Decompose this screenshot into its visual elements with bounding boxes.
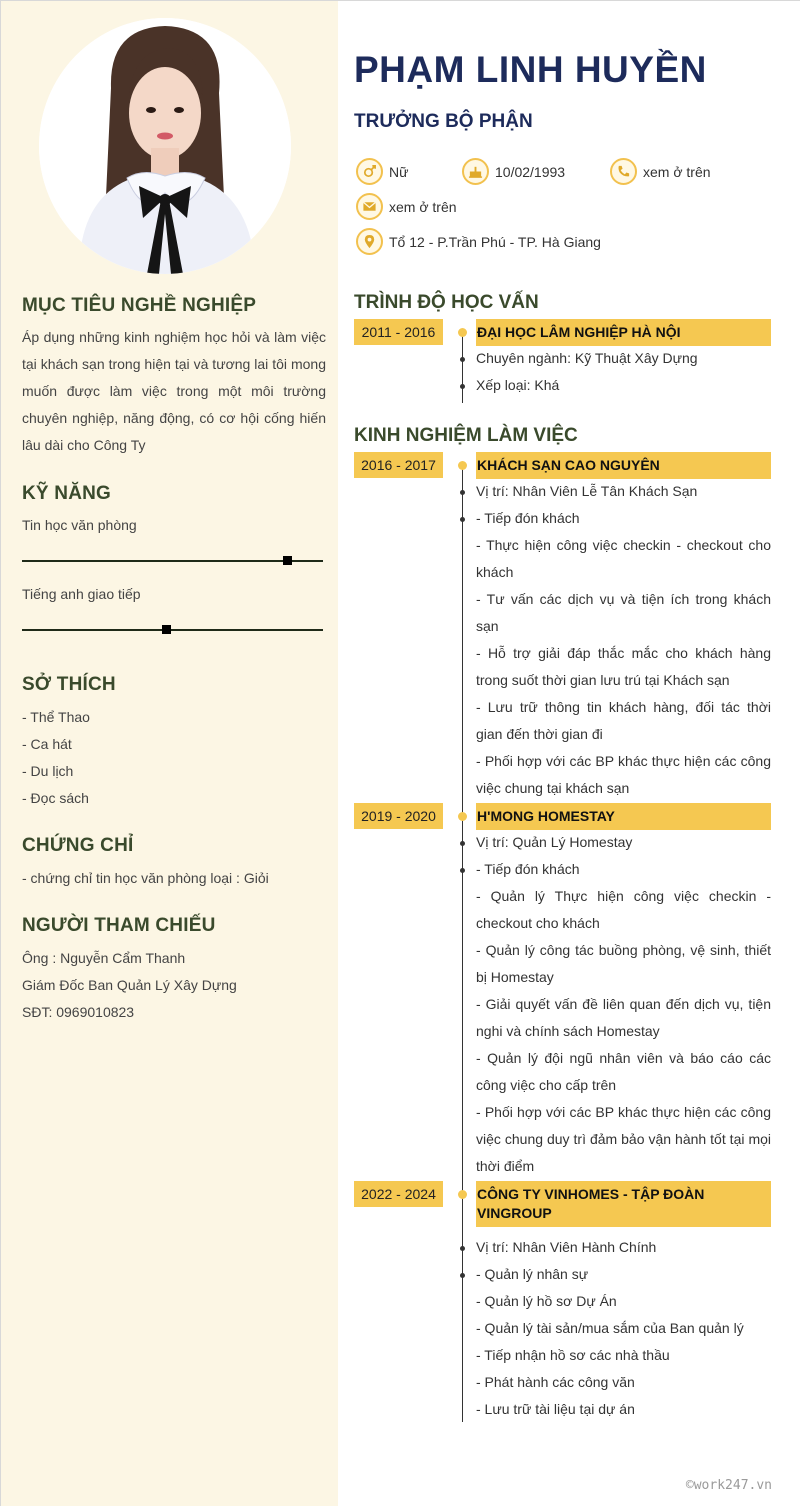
birthday-info [462,158,565,185]
skill-level-bar [22,629,323,631]
phone-icon [610,158,637,185]
job-detail: - Hỗ trợ giải đáp thắc mắc cho khách hàng trong suốt thời gian lưu trú tại Khách sạn [476,645,771,688]
education-detail: Xếp loại: Khá [476,377,560,393]
email-info [356,193,457,220]
education-period: 2011 - 2016 [354,319,443,345]
education-detail: Chuyên ngành: Kỹ Thuật Xây Dựng [476,350,698,366]
job-detail: - Tiếp đón khách [476,861,580,877]
address-value: Tổ 12 - P.Trần Phú - TP. Hà Giang [389,233,601,250]
job-company: CÔNG TY VINHOMES - TẬP ĐOÀN VINGROUP [476,1181,771,1227]
timeline-marker [458,328,467,337]
education-timeline-line [462,331,463,403]
job-detail: - Phối hợp với các BP khác thực hiện các công việc chung tại khách sạn [476,753,771,796]
job-detail: - Phát hành các công văn [476,1374,635,1390]
timeline-bullet [460,1246,465,1251]
skill-level-knob [162,625,171,634]
job-detail: - Phối hợp với các BP khác thực hiện các công việc chung duy trì đảm bảo vận hành tốt tại mọi thời điểm [476,1104,771,1174]
objective-text: Áp dụng những kinh nghiệm học hỏi và làm việc tại khách sạn trong hiện tại và tương lai tôi mong muốn được làm việc trong một môi trường chuyên nghiệp, năng động, có cơ hội cống hiến lâu dài cho Công Ty [22,329,326,453]
job-detail: - Giải quyết vấn đề liên quan đến dịch vụ, tiện nghi và chính sách Homestay [476,996,771,1039]
reference-line: Giám Đốc Ban Quản Lý Xây Dựng [22,977,237,993]
job-detail: - Quản lý tài sản/mua sắm của Ban quản lý [476,1320,744,1336]
job-detail: Vị trí: Nhân Viên Lễ Tân Khách Sạn [476,483,698,499]
skill-name: Tin học văn phòng [22,517,137,533]
job-company: KHÁCH SẠN CAO NGUYÊN [476,452,771,479]
candidate-role: TRƯỞNG BỘ PHẬN [354,111,533,132]
skill-level-knob [283,556,292,565]
job-detail: - Tiếp nhận hồ sơ các nhà thầu [476,1347,670,1363]
phone-info [610,158,711,185]
certificate-item: - chứng chỉ tin học văn phòng loại : Giỏi [22,870,269,886]
hobby-item: - Ca hát [22,736,72,752]
hobby-item: - Thể Thao [22,709,90,725]
job-detail: Vị trí: Nhân Viên Hành Chính [476,1239,657,1255]
certificates-title: CHỨNG CHỈ [22,835,134,856]
watermark: ©work247.vn [685,1478,772,1493]
job-period: 2022 - 2024 [354,1181,443,1207]
references-title: NGƯỜI THAM CHIẾU [22,915,216,936]
timeline-bullet [460,357,465,362]
timeline-bullet [460,841,465,846]
timeline-bullet [460,490,465,495]
hobby-item: - Du lịch [22,763,74,779]
skill-name: Tiếng anh giao tiếp [22,586,141,602]
address-info [356,228,601,255]
skills-title: KỸ NĂNG [22,483,112,504]
education-school: ĐẠI HỌC LÂM NGHIỆP HÀ NỘI [476,319,771,346]
email-icon [356,193,383,220]
birthday-value: 10/02/1993 [495,163,566,180]
job-detail: - Lưu trữ tài liệu tại dự án [476,1401,635,1417]
location-icon [356,228,383,255]
experience-title: KINH NGHIỆM LÀM VIỆC [354,425,578,446]
birthday-cake-icon [462,158,489,185]
job-detail: Vị trí: Quản Lý Homestay [476,834,633,850]
phone-value: xem ở trên [643,163,711,180]
hobby-item: - Đọc sách [22,790,89,806]
timeline-bullet [460,384,465,389]
candidate-name: PHẠM LINH HUYỀN [354,49,707,90]
timeline-bullet [460,868,465,873]
job-detail: - Thực hiện công việc checkin - checkout cho khách [476,537,771,580]
job-detail: - Quản lý Thực hiện công việc checkin - checkout cho khách [476,888,771,931]
gender-value: Nữ [389,163,409,180]
job-period: 2019 - 2020 [354,803,443,829]
timeline-marker [458,1190,467,1199]
job-detail: - Quản lý công tác buồng phòng, vệ sinh, thiết bị Homestay [476,942,771,985]
profile-photo [39,18,291,274]
timeline-bullet [460,517,465,522]
education-title: TRÌNH ĐỘ HỌC VẤN [354,292,539,313]
sidebar [1,1,338,1506]
timeline-bullet [460,1273,465,1278]
experience-timeline-line [462,464,463,1422]
job-detail: - Lưu trữ thông tin khách hàng, đối tác thời gian đến thời gian đi [476,699,771,742]
job-detail: - Tư vấn các dịch vụ và tiện ích trong khách sạn [476,591,771,634]
objective-title: MỤC TIÊU NGHỀ NGHIỆP [22,295,257,316]
job-detail: - Quản lý đội ngũ nhân viên và báo cáo các công việc cho cấp trên [476,1050,771,1093]
job-company: H'MONG HOMESTAY [476,803,771,830]
job-detail: - Quản lý nhân sự [476,1266,589,1282]
reference-line: SĐT: 0969010823 [22,1004,135,1020]
gender-info [356,158,408,185]
reference-line: Ông : Nguyễn Cẩm Thanh [22,950,186,966]
timeline-marker [458,461,467,470]
hobbies-title: SỞ THÍCH [22,674,116,695]
skill-level-bar [22,560,323,562]
gender-icon [356,158,383,185]
email-value: xem ở trên [389,198,457,215]
job-detail: - Quản lý hồ sơ Dự Án [476,1293,617,1309]
job-detail: - Tiếp đón khách [476,510,580,526]
timeline-marker [458,812,467,821]
job-period: 2016 - 2017 [354,452,443,478]
main-column [338,1,800,1506]
